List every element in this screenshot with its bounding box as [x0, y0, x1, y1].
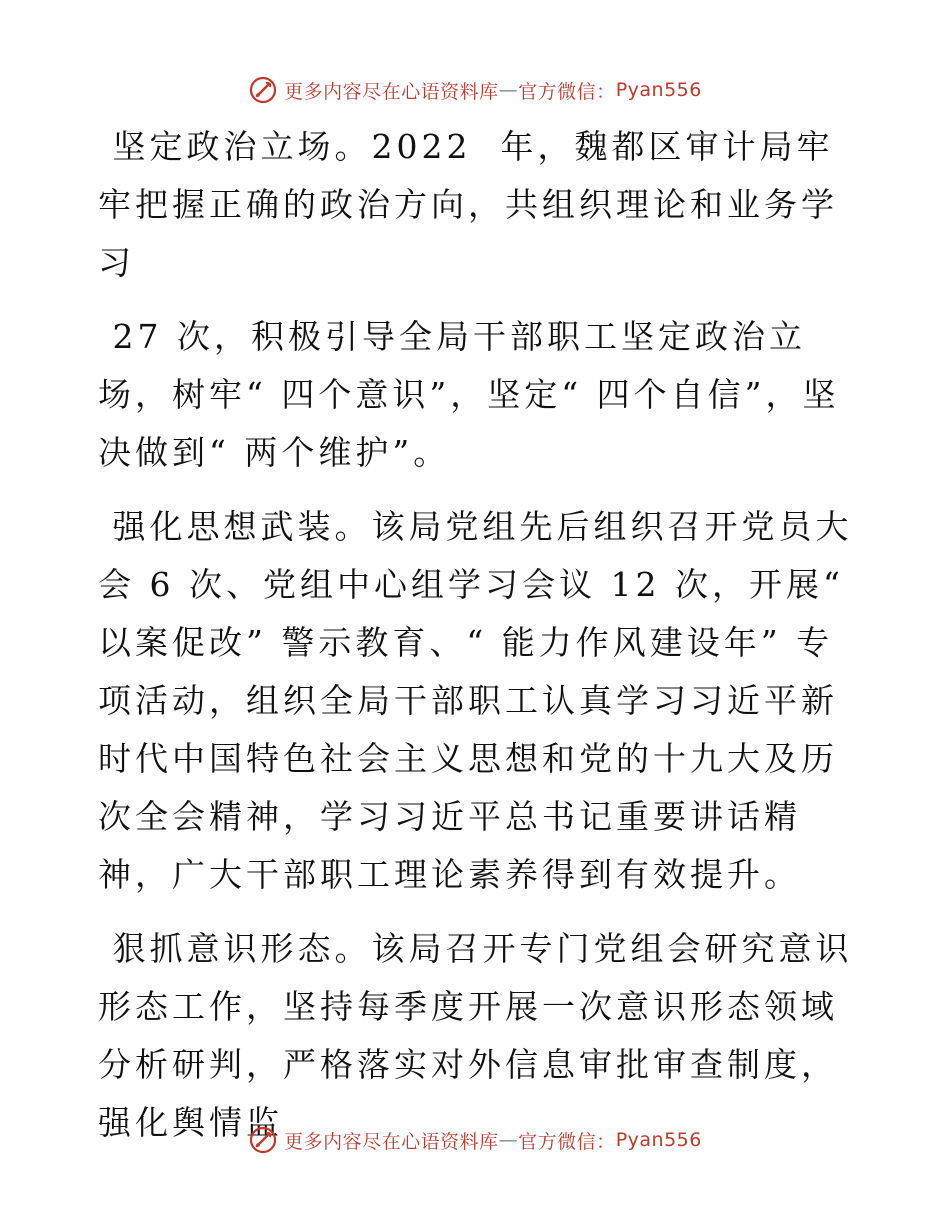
banner-main-text: 更多内容尽在心语资料库 [284, 1130, 499, 1153]
document-body [98, 118, 858, 1168]
banner-wechat-id: Pyan556 [615, 79, 702, 101]
banner-wechat-id: Pyan556 [615, 1129, 702, 1151]
header-watermark-banner [0, 70, 950, 110]
banner-separator: — [498, 79, 519, 101]
paragraph-ideological-arming: 强化思想武装。该局党组先后组织召开党员大会 6 次、党组中心组学习会议 12 次，开展“ 以案促改” 警示教育、“ 能力作风建设年” 专项活动，组织全局干部职工认真学习习近平新时代中国特色社会主义思想和党的十九大及历次全会精神，学习习近平总书记重要讲话精神，广大干部职工理论素养得到有效提升。 [98, 507, 859, 894]
quill-circle-icon [248, 1125, 278, 1155]
banner-main-text: 更多内容尽在心语资料库 [284, 80, 499, 103]
paragraph-ideology-work: 狠抓意识形态。该局召开专门党组会研究意识形态工作，坚持每季度开展一次意识形态领域分析研判，严格落实对外信息审批审查制度，强化舆情监 [98, 929, 853, 1142]
banner-separator: — [498, 1129, 519, 1151]
banner-wechat-label: 官方微信： [518, 80, 616, 103]
footer-watermark-banner [0, 1120, 950, 1160]
paragraph-study-sessions: 27 次，积极引导全局干部职工坚定政治立场，树牢“ 四个意识”，坚定“ 四个自信”，坚决做到“ 两个维护”。 [98, 317, 840, 472]
banner-wechat-label: 官方微信： [518, 1130, 616, 1153]
quill-circle-icon [248, 75, 278, 105]
paragraph-political-stance: 坚定政治立场。2022 年，魏都区审计局牢牢把握正确的政治方向，共组织理论和业务学习 [98, 127, 838, 282]
